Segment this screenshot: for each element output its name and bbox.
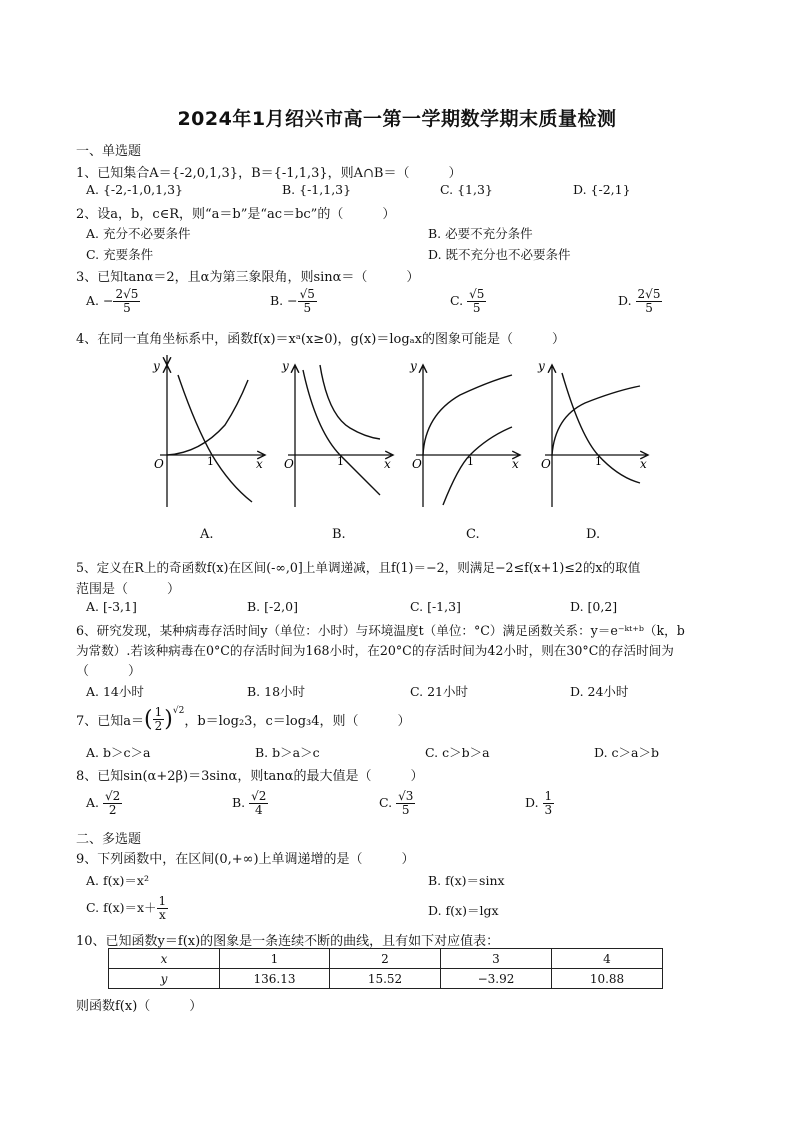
graph-b-y-label: y	[282, 359, 289, 373]
graph-c-log-curve	[443, 427, 512, 505]
graph-c-y-label: y	[410, 359, 417, 373]
question-10-tail: 则函数f(x)（ ）	[76, 999, 203, 1014]
question-1-option-b: B. {-1,1,3}	[282, 182, 352, 197]
question-3-option-a: A. − $\frac{2√5}{5}$	[86, 287, 139, 315]
question-8-stem: 8、已知sin(α+2β)＝3sinα，则tanα的最大值是（ ）	[76, 769, 424, 784]
table-cell: 3	[441, 949, 552, 969]
graph-b-label: B.	[332, 527, 346, 542]
graph-a-x-label: x	[256, 457, 263, 471]
table-cell: 10.88	[552, 969, 663, 989]
graph-c-label: C.	[466, 527, 480, 542]
section-single-choice: 一、单选题	[76, 144, 142, 159]
question-2-option-c: C. 充要条件	[86, 247, 154, 262]
graph-c	[409, 359, 520, 507]
question-3-stem: 3、已知tanα＝2，且α为第三象限角，则sinα＝（ ）	[76, 270, 420, 285]
graph-d-origin: O	[541, 457, 551, 471]
graph-c-x-label: x	[512, 457, 519, 471]
graph-c-origin: O	[412, 457, 422, 471]
question-7-option-d: D. c＞a＞b	[594, 745, 659, 760]
question-9-option-a: A. f(x)＝x²	[86, 873, 149, 888]
question-8-option-b: B. $\frac{√2}{4}$	[232, 789, 267, 817]
graph-c-tick-1: 1	[467, 455, 474, 468]
table-row-x	[109, 949, 663, 969]
graph-a-log-curve	[178, 375, 252, 502]
question-6-option-d: D. 24小时	[570, 684, 629, 699]
question-6-option-a: A. 14小时	[86, 684, 144, 699]
graph-d-power-curve	[552, 386, 640, 455]
graph-b-power-curve	[320, 365, 380, 439]
question-6-stem-line2: 为常数）.若该种病毒在0°C的存活时间为168小时，在20°C的存活时间为42小时，则在30°C的存活时间为	[76, 643, 674, 658]
question-7-stem: 7、已知a＝ ( $\frac{1}{2}$ ) $^{√2}$ ，b＝log₂3，c＝log₃4，则（ ）	[76, 705, 411, 733]
table-cell: 4	[552, 949, 663, 969]
question-1-option-c: C. {1,3}	[440, 182, 493, 197]
table-cell: y	[109, 969, 220, 989]
question-3-option-c: C. $\frac{√5}{5}$	[450, 287, 485, 315]
question-7-option-b: B. b＞a＞c	[255, 745, 320, 760]
page-title: 2024年1月绍兴市高一第一学期数学期末质量检测	[177, 108, 617, 130]
question-4-graphs	[140, 355, 660, 515]
graph-c-power-curve	[423, 375, 512, 455]
question-3-option-d: D. $\frac{2√5}{5}$	[618, 287, 661, 315]
table-row-y	[109, 969, 663, 989]
question-8-option-a: A. $\frac{√2}{2}$	[86, 789, 121, 817]
graph-a-label: A.	[200, 527, 214, 542]
question-9-option-b: B. f(x)＝sinx	[428, 873, 505, 888]
table-cell: −3.92	[441, 969, 552, 989]
question-7-option-c: C. c＞b＞a	[425, 745, 490, 760]
question-1-option-d: D. {-2,1}	[573, 182, 631, 197]
question-2-stem: 2、设a，b，c∈R，则“a＝b”是“ac＝bc”的（ ）	[76, 207, 396, 222]
question-9-option-d: D. f(x)＝lgx	[428, 903, 499, 918]
question-2-option-b: B. 必要不充分条件	[428, 226, 533, 241]
graph-b-tick-1: 1	[337, 455, 344, 468]
question-6-stem-line3: （ ）	[76, 664, 142, 679]
graph-d	[537, 359, 648, 507]
question-1-stem: 1、已知集合A＝{-2,0,1,3}，B＝{-1,1,3}，则A∩B＝（ ）	[76, 166, 462, 181]
question-9-stem: 9、下列函数中，在区间(0,+∞)上单调递增的是（ ）	[76, 852, 415, 867]
question-5-stem-line2: 范围是（ ）	[76, 582, 181, 597]
question-5-option-b: B. [-2,0]	[247, 599, 298, 614]
question-9-option-c: C. f(x)＝x＋ $\frac{1}{x}$	[86, 894, 167, 922]
graph-b-origin: O	[284, 457, 294, 471]
graph-d-tick-1: 1	[595, 455, 602, 468]
graph-a-power-curve	[167, 380, 248, 455]
question-8-option-c: C. $\frac{√3}{5}$	[379, 789, 414, 817]
question-3-option-b: B. − $\frac{√5}{5}$	[270, 287, 315, 315]
question-1-option-a: A. {-2,-1,0,1,3}	[86, 182, 183, 197]
graph-b	[281, 359, 393, 507]
question-5-option-c: C. [-1,3]	[410, 599, 461, 614]
question-6-option-b: B. 18小时	[247, 684, 306, 699]
graph-a-origin: O	[154, 457, 164, 471]
question-2-option-a: A. 充分不必要条件	[86, 226, 191, 241]
graph-b-log-curve	[303, 370, 380, 495]
question-8-option-d: D. $\frac{1}{3}$	[525, 789, 553, 817]
table-cell: x	[109, 949, 220, 969]
question-7-option-a: A. b＞c＞a	[86, 745, 151, 760]
table-cell: 15.52	[330, 969, 441, 989]
graph-d-label: D.	[586, 527, 601, 542]
table-cell: 1	[220, 949, 330, 969]
graph-d-x-label: x	[640, 457, 647, 471]
section-multiple-choice: 二、多选题	[76, 832, 142, 847]
value-table	[108, 948, 663, 989]
question-2-option-d: D. 既不充分也不必要条件	[428, 247, 571, 262]
question-5-option-a: A. [-3,1]	[86, 599, 137, 614]
graph-b-x-label: x	[384, 457, 391, 471]
question-4-stem: 4、在同一直角坐标系中，函数f(x)＝xᵃ(x≥0)，g(x)＝logₐx的图象可能是（ ）	[76, 332, 565, 347]
table-cell: 2	[330, 949, 441, 969]
graph-a-tick-1: 1	[207, 455, 214, 468]
question-6-stem-line1: 6、研究发现，某种病毒存活时间y（单位：小时）与环境温度t（单位：°C）满足函数关系：y＝e⁻ᵏᵗ⁺ᵇ（k，b	[76, 623, 685, 638]
table-cell: 136.13	[220, 969, 330, 989]
question-5-option-d: D. [0,2]	[570, 599, 618, 614]
question-6-option-c: C. 21小时	[410, 684, 468, 699]
graph-a	[152, 355, 265, 507]
graph-a-y-label: y	[153, 359, 160, 373]
question-10-stem: 10、已知函数y＝f(x)的图象是一条连续不断的曲线，且有如下对应值表：	[76, 934, 500, 949]
graph-d-y-label: y	[538, 359, 545, 373]
question-5-stem-line1: 5、定义在R上的奇函数f(x)在区间(-∞,0]上单调递减，且f(1)＝−2，则满足−2≤f(x+1)≤2的x的取值	[76, 560, 641, 575]
